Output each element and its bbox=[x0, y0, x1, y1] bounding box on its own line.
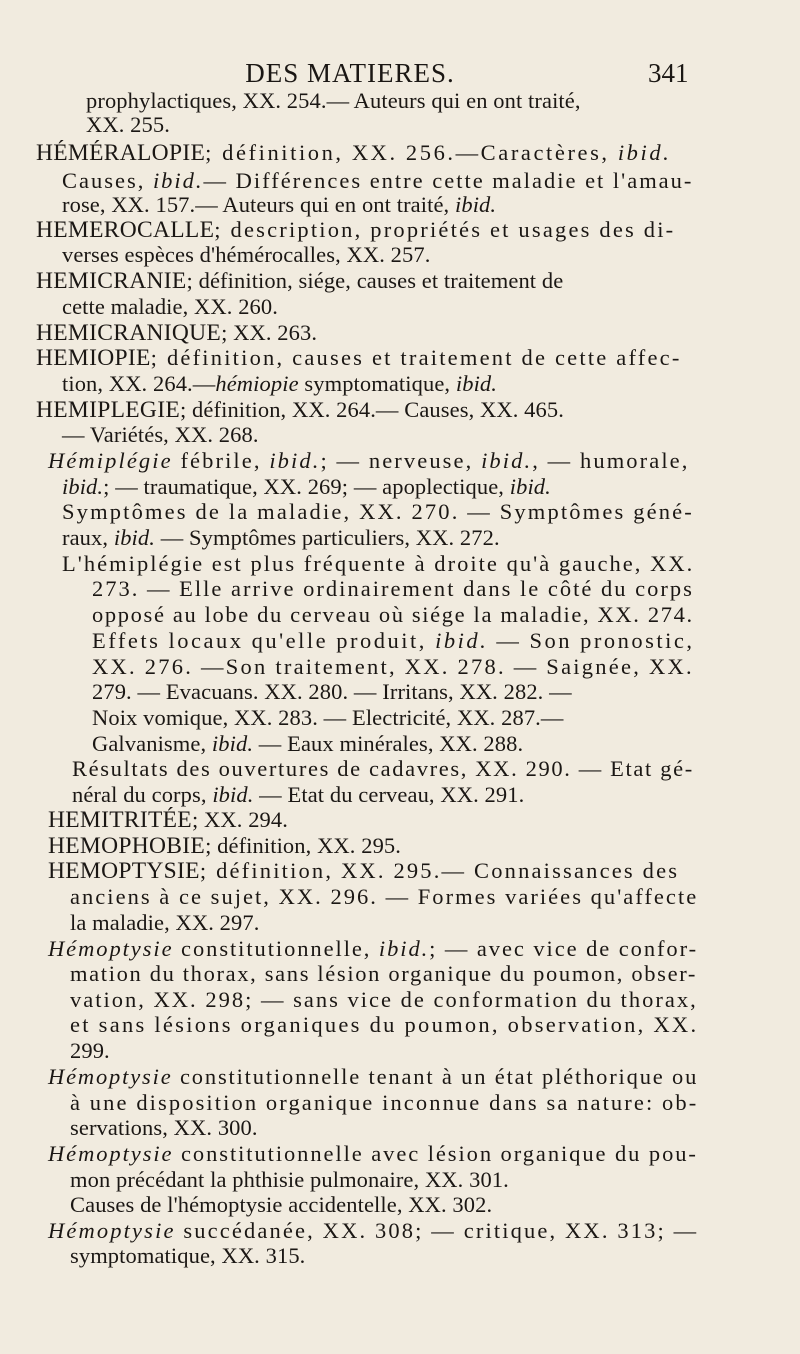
line-text: succédanée, XX. 308; — critique, XX. 313; — bbox=[175, 1218, 699, 1243]
index-line bbox=[62, 499, 694, 525]
index-line bbox=[48, 1141, 698, 1167]
index-line bbox=[92, 576, 694, 602]
italic-text: ibid. bbox=[212, 782, 254, 807]
index-line bbox=[48, 833, 401, 859]
line-text: à une disposition organique inconnue dans sa nature: ob- bbox=[70, 1090, 699, 1115]
line-text: ; description, propriétés et usages des di- bbox=[214, 217, 676, 242]
index-line bbox=[86, 112, 170, 138]
index-line bbox=[48, 807, 288, 833]
line-text: — Son pronostic, bbox=[488, 628, 695, 653]
index-line bbox=[36, 345, 682, 371]
index-line bbox=[92, 654, 694, 680]
line-text: — Variétés, XX. 268. bbox=[62, 422, 259, 447]
line-text: Symptômes de la maladie, XX. 270. — Symptômes géné- bbox=[62, 499, 694, 524]
line-text: vation, XX. 298; — sans vice de conformation du thorax, bbox=[70, 987, 698, 1012]
index-line bbox=[62, 168, 693, 194]
index-line bbox=[92, 705, 564, 731]
line-text: tion, XX. 264.— bbox=[62, 371, 216, 396]
entry-heading: HEMEROCALLE bbox=[36, 217, 215, 243]
italic-text: ibid. bbox=[269, 448, 321, 473]
line-text: , — humorale, bbox=[532, 448, 690, 473]
entry-heading: HEMIOPIE bbox=[36, 345, 151, 371]
italic-text: Hémoptysie bbox=[48, 1141, 174, 1166]
italic-text: ibid. bbox=[152, 168, 204, 193]
line-text: Galvanisme, bbox=[92, 731, 212, 756]
index-line bbox=[48, 1064, 698, 1090]
line-text: mation du thorax, sans lésion organique du poumon, obser- bbox=[70, 961, 698, 986]
index-line bbox=[70, 884, 698, 910]
index-line bbox=[48, 1218, 698, 1244]
index-line bbox=[62, 242, 430, 268]
line-text: Résultats des ouvertures de cadavres, XX. 290. — Etat gé- bbox=[72, 756, 694, 781]
line-text: ; XX. 263. bbox=[221, 320, 318, 345]
entry-heading: HEMICRANIQUE bbox=[36, 320, 222, 346]
entry-heading: HEMITRITÉE bbox=[48, 807, 192, 833]
line-text: 299. bbox=[70, 1038, 110, 1063]
line-text: raux, bbox=[62, 525, 114, 550]
line-text: Causes, bbox=[62, 168, 153, 193]
line-text: 273. — Elle arrive ordinairement dans le côté du corps bbox=[92, 576, 694, 601]
index-line bbox=[92, 679, 572, 705]
line-text: Effets locaux qu'elle produit, bbox=[92, 628, 436, 653]
index-line bbox=[70, 1115, 258, 1141]
line-text: — Symptômes particuliers, XX. 272. bbox=[154, 525, 500, 550]
italic-text: ibid. bbox=[62, 474, 104, 499]
index-line bbox=[92, 628, 695, 654]
entry-heading: HEMIPLEGIE bbox=[36, 397, 180, 423]
line-text: symptomatique, XX. 315. bbox=[70, 1243, 306, 1268]
index-line bbox=[62, 294, 278, 320]
line-text: néral du corps, bbox=[72, 782, 213, 807]
page-title: DES MATIERES. bbox=[245, 58, 455, 88]
italic-text: ibid. bbox=[617, 140, 672, 165]
line-text: ; définition, causes et traitement de cette affec- bbox=[150, 345, 682, 370]
italic-text: ibid. bbox=[211, 731, 254, 756]
index-line bbox=[70, 1192, 492, 1218]
italic-text: Hémoptysie bbox=[48, 936, 174, 961]
index-line bbox=[48, 936, 698, 962]
line-text: la maladie, XX. 297. bbox=[70, 910, 260, 935]
italic-text: hémiopie bbox=[215, 371, 299, 396]
index-line bbox=[70, 1243, 305, 1269]
index-line bbox=[48, 858, 679, 884]
index-line bbox=[70, 1038, 110, 1064]
italic-text: ibid. bbox=[455, 192, 497, 217]
italic-text: ibid. bbox=[378, 936, 430, 961]
line-text: constitutionnelle tenant à un état pléthorique ou bbox=[172, 1064, 699, 1089]
italic-text: ibid. bbox=[509, 474, 551, 499]
entry-heading: HEMOPTYSIE bbox=[48, 858, 200, 884]
index-line bbox=[70, 1012, 698, 1038]
line-text: — Etat du cerveau, XX. 291. bbox=[253, 782, 525, 807]
index-line bbox=[70, 987, 698, 1013]
line-text: ; — nerveuse, bbox=[320, 448, 482, 473]
italic-text: Hémoptysie bbox=[48, 1218, 176, 1243]
line-text: 279. — Evacuans. XX. 280. — Irritans, XX. 282. — bbox=[92, 679, 572, 704]
italic-text: Hémoptysie bbox=[48, 1064, 173, 1089]
line-text: ; définition, XX. 295.— Connaissances des bbox=[199, 858, 680, 883]
index-line bbox=[92, 602, 694, 628]
index-line bbox=[70, 1167, 509, 1193]
line-text: symptomatique, bbox=[298, 371, 456, 396]
italic-text: Hémiplégie bbox=[48, 448, 173, 473]
line-text: constitutionnelle, bbox=[173, 936, 379, 961]
line-text: mon précédant la phthisie pulmonaire, XX. 301. bbox=[70, 1167, 509, 1192]
line-text: ; définition, siége, causes et traitement de bbox=[186, 268, 564, 293]
line-text: rose, XX. 157.— Auteurs qui en ont traité, bbox=[62, 192, 455, 217]
italic-text: ibid. bbox=[481, 448, 533, 473]
index-line bbox=[36, 140, 671, 166]
index-line bbox=[62, 371, 497, 397]
index-line bbox=[62, 192, 496, 218]
index-line bbox=[62, 422, 259, 448]
italic-text: ibid. bbox=[455, 371, 498, 396]
line-text: XX. 276. —Son traitement, XX. 278. — Saignée, XX. bbox=[92, 654, 694, 679]
line-text: constitutionnelle avec lésion organique du pou- bbox=[173, 1141, 698, 1166]
index-line bbox=[72, 756, 694, 782]
line-text: ; définition, XX. 256.—Caractères, bbox=[205, 140, 618, 165]
index-line bbox=[62, 551, 694, 577]
index-line bbox=[62, 525, 500, 551]
line-text: Noix vomique, XX. 283. — Electricité, XX. 287.— bbox=[92, 705, 564, 730]
line-text: fébrile, bbox=[172, 448, 270, 473]
line-text: ; XX. 294. bbox=[191, 807, 288, 832]
line-text: prophylactiques, XX. 254.— Auteurs qui en ont traité, bbox=[86, 88, 581, 113]
index-line bbox=[72, 782, 524, 808]
entry-heading: HEMICRANIE bbox=[36, 268, 187, 294]
index-line bbox=[86, 88, 581, 114]
line-text: servations, XX. 300. bbox=[70, 1115, 258, 1140]
line-text: opposé au lobe du cerveau où siége la maladie, XX. 274. bbox=[92, 602, 694, 627]
entry-heading: HEMOPHOBIE bbox=[48, 833, 206, 859]
line-text: et sans lésions organiques du poumon, observation, XX. bbox=[70, 1012, 699, 1037]
line-text: ; — traumatique, XX. 269; — apoplectique, bbox=[103, 474, 510, 499]
index-line bbox=[92, 731, 523, 757]
line-text: cette maladie, XX. 260. bbox=[62, 294, 278, 319]
line-text: ; définition, XX. 295. bbox=[205, 833, 401, 858]
line-text: ; — avec vice de confor- bbox=[429, 936, 698, 961]
line-text: ; définition, XX. 264.— Causes, XX. 465. bbox=[179, 397, 564, 422]
line-text: — Différences entre cette maladie et l'amau- bbox=[203, 168, 694, 193]
line-text: XX. 255. bbox=[86, 112, 170, 137]
index-line bbox=[36, 320, 317, 346]
index-line bbox=[70, 910, 259, 936]
line-text: anciens à ce sujet, XX. 296. — Formes variées qu'affecte bbox=[70, 884, 699, 909]
entry-heading: HÉMÉRALOPIE bbox=[36, 140, 206, 166]
line-text: Causes de l'hémoptysie accidentelle, XX. 302. bbox=[70, 1192, 493, 1217]
line-text: verses espèces d'hémérocalles, XX. 257. bbox=[62, 242, 431, 267]
index-line bbox=[36, 397, 564, 423]
index-line bbox=[62, 474, 551, 500]
index-line bbox=[70, 961, 697, 987]
line-text: L'hémiplégie est plus fréquente à droite qu'à gauche, XX. bbox=[62, 551, 695, 576]
italic-text: ibid. bbox=[435, 628, 489, 653]
index-line bbox=[36, 217, 675, 243]
page-number: 341 bbox=[648, 58, 689, 88]
index-line bbox=[48, 448, 690, 474]
line-text: — Eaux minérales, XX. 288. bbox=[253, 731, 524, 756]
index-line bbox=[70, 1090, 698, 1116]
index-line bbox=[36, 268, 563, 294]
italic-text: ibid. bbox=[113, 525, 155, 550]
